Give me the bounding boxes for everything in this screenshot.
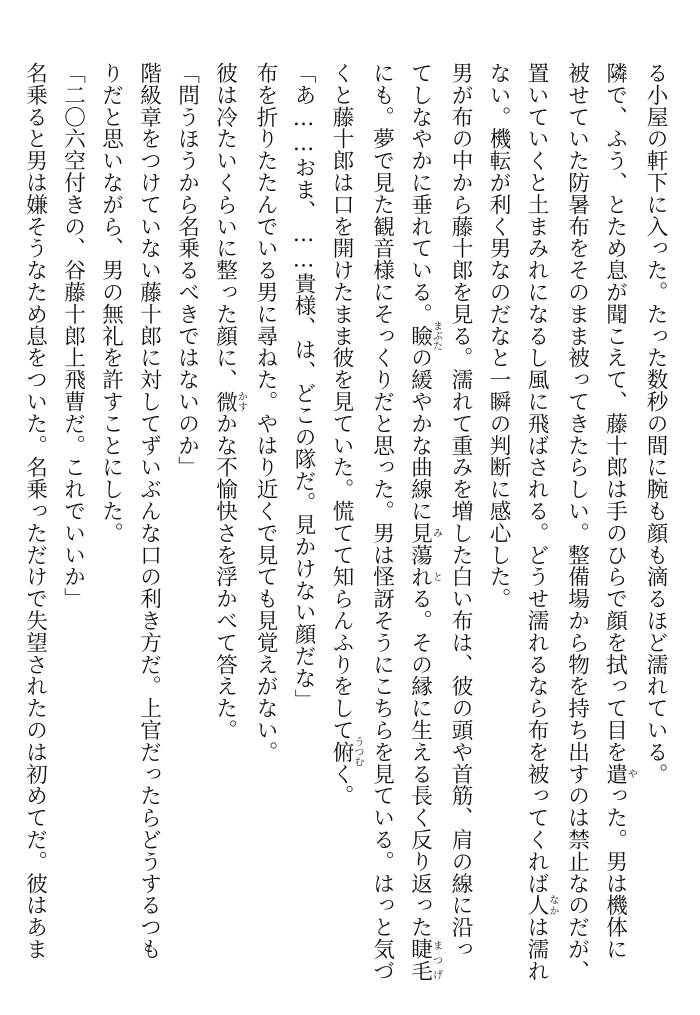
text-line (558, 62, 596, 982)
text-line (54, 62, 92, 962)
ruby-base: 俯 (329, 736, 354, 767)
text-segment: った。男は機体に (602, 784, 628, 960)
ruby-annotation (407, 938, 442, 982)
text-line (246, 62, 284, 962)
text-segment: は濡れ (524, 916, 549, 982)
ruby-text: や (625, 762, 637, 785)
ruby-base: れ (407, 565, 433, 588)
text-segment: 「あ……おま、……貴様、は、どこの隊だ。見かけない顔だな」 (291, 62, 316, 711)
ruby-text: かす (235, 390, 247, 413)
text-line (284, 62, 322, 962)
text-segment: る。その縁に生える長く反り返った (407, 587, 433, 939)
ruby-annotation (524, 894, 558, 917)
text-segment: る小屋の軒下に入った。たった数秒の間に腕も顔も滴るほど濡れている。 (643, 62, 668, 785)
ruby-annotation (602, 762, 637, 785)
text-segment: 隣で、ふう、とため息が聞こえて、藤十郎は手のひらで顔を拭って目を (602, 62, 628, 763)
text-segment: 名乗ると男は嫌そうなため息をついた。名乗っただけで失望されたのは初めてだ。彼はあま (22, 62, 48, 960)
text-line (401, 62, 442, 982)
text-line (206, 62, 247, 962)
text-segment: てしなやかに垂れている。 (407, 62, 433, 325)
ruby-text: なか (547, 894, 558, 917)
ruby-base: 睫毛 (407, 938, 433, 982)
ruby-base: 微 (212, 390, 238, 413)
text-segment: の緩やかな曲線に (407, 346, 433, 522)
text-line (92, 62, 130, 962)
ruby-text: と (430, 565, 442, 588)
text-segment: く。 (329, 762, 354, 807)
ruby-base: 見 (407, 521, 433, 544)
text-segment: 蕩 (407, 543, 433, 566)
text-segment: 男が布の中から藤十郎を見る。濡れて重みを増した白い布は、彼の頭や首筋、肩の線に沿っ (448, 62, 473, 960)
text-segment: りだと思いながら、男の無礼を許すことにした。 (98, 62, 124, 544)
text-line (636, 62, 674, 962)
ruby-annotation (407, 521, 442, 544)
ruby-base: 人 (524, 894, 549, 917)
text-line (16, 62, 54, 962)
ruby-base: 瞼 (407, 320, 433, 351)
text-line (322, 62, 363, 962)
text-line (363, 62, 401, 982)
text-line (596, 62, 637, 962)
ruby-base: 遣 (602, 762, 628, 785)
text-segment: かな不愉快さを浮かべて答えた。 (212, 412, 238, 741)
text-line (441, 62, 479, 962)
text-segment: 「問うほうから名乗るべきではないのか」 (174, 62, 200, 479)
ruby-text: まつげ (430, 938, 442, 982)
text-line (130, 62, 168, 962)
text-segment: にも。夢で見た観音様にそっくりだと思った。男は怪訝そうにこちらを見ている。はっと気づ (369, 62, 395, 982)
text-segment: くと藤十郎は口を開けたまま彼を見ていた。慌てて知らんふりをして (329, 62, 354, 741)
ruby-annotation (407, 320, 442, 351)
text-line (517, 62, 558, 982)
text-segment: 「二〇六空付きの、谷藤十郎上飛曹だ。これでいいか」 (60, 62, 86, 610)
ruby-annotation (212, 390, 247, 413)
text-segment: 彼は冷たいくらいに整った顔に、 (212, 62, 238, 391)
ruby-annotation (407, 565, 442, 588)
text-segment: 置いていくと土まみれになるし風に飛ばされる。どうせ濡れるなら布を被ってくれば (524, 62, 549, 895)
text-segment: ない。機転が利く男なのだなと一瞬の判断に感心した。 (486, 62, 511, 610)
text-segment: 被せていた防暑布をそのまま被ってきたらしい。整備場から物を持ち出すのは禁止なのだが、 (564, 62, 590, 982)
ruby-annotation (329, 736, 363, 767)
text-line (479, 62, 517, 962)
text-segment: 階級章をつけていない藤十郎に対してずいぶんな口の利き方だ。上官だったらどうするつも (136, 62, 162, 960)
ruby-text: まぶた (430, 320, 442, 351)
ruby-text: うつむ (352, 736, 363, 767)
ruby-text: み (430, 521, 442, 544)
text-segment: 布を折りたたんでいる男に尋ねた。やはり近くで見ても見覚えがない。 (253, 62, 278, 763)
text-line (168, 62, 206, 962)
vertical-text-body (16, 62, 675, 982)
